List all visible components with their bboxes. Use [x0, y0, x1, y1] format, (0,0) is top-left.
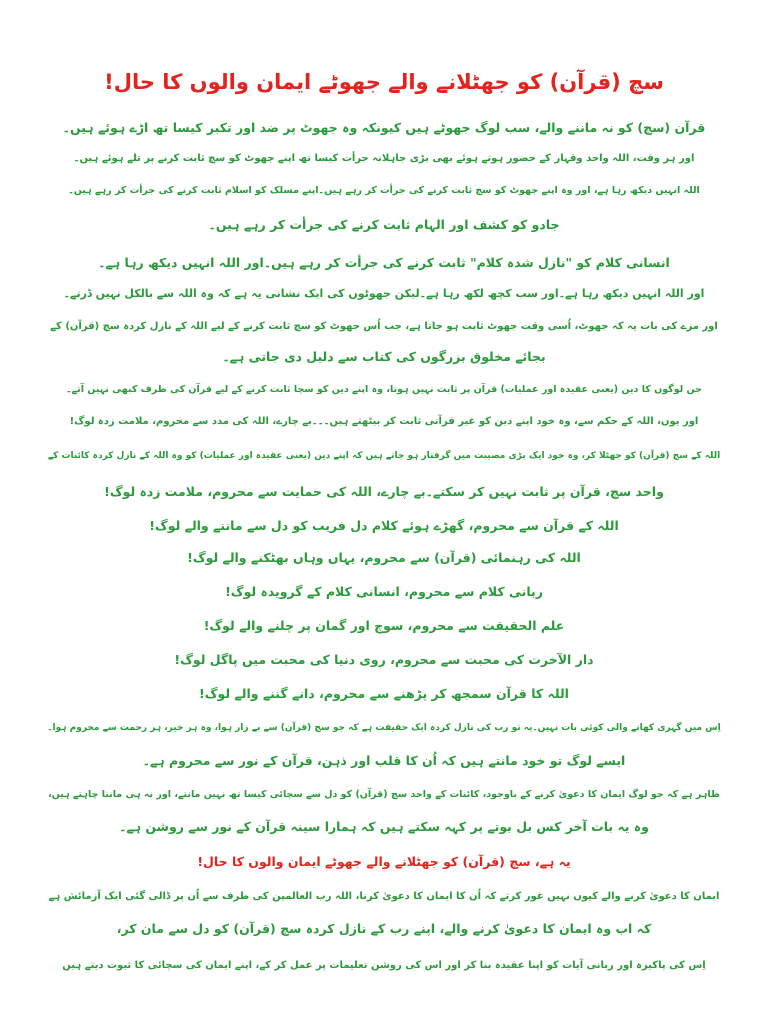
- text-line-19: اِس میں گہری کھانے والی کوئی بات نہیں۔یہ تو رب کی نازل کردہ ایک حقیقت ہے کہ جو سچ (قرآن) سے بے زار ہوا، وہ ہر خیر، ہر رحمت سے محروم ہوا۔: [47, 723, 721, 733]
- text-line-21: ظاہر ہے کہ جو لوگ ایمان کا دعویٰ کرنے کے باوجود، کائنات کے واحد سچ (قرآن) کو دل سے سچائی کیسا تھ نہیں مانتے، اور نہ ہی ماننا چاہتے ہیں،: [48, 789, 720, 800]
- text-line-8: بجائے مخلوق بزرگوں کی کتاب سے دلیل دی جاتی ہے۔: [222, 349, 546, 364]
- text-line-24: ایمان کا دعویٰ کرنے والے کیوں نہیں غور کرتے کہ اُن کا ایمان کا دعویٰ کرنا، اللہ رب العالمین کی طرف سے اُن پر ڈالی گئی ایک آزمائش ہے: [48, 891, 720, 902]
- text-line-5: انسانی کلام کو "نازل شدہ کلام" ثابت کرنے کی جرأت کر رہے ہیں۔اور اللہ انہیں دیکھ رہا ہے۔: [98, 255, 670, 270]
- text-line-15: ربانی کلام سے محروم، انسانی کلام کے گرویدہ لوگ!: [225, 584, 543, 599]
- text-line-18: اللہ کا قرآن سمجھ کر پڑھنے سے محروم، دانے گننے والے لوگ!: [199, 686, 569, 701]
- text-line-2: اور ہر وقت، اللہ واحد وقہار کے حضور ہوتے ہوئے بھی بڑی جاہلانہ جرأت کیسا تھ اپنے جھوٹ کو سچ ثابت کرنے پر تلے ہوئے ہیں۔: [73, 153, 695, 164]
- text-line-3: اللہ انہیں دیکھ رہا ہے، اور وہ اپنے جھوٹ کو سچ ثابت کرنے کی جرأت کر رہے ہیں۔اپنے مسلک کو اسلام ثابت کرنے کی جرأت کر رہے ہیں۔: [68, 185, 700, 196]
- text-line-22: وہ یہ بات آخر کس بل بوتے پر کہہ سکتے ہیں کہ ہمارا سینہ قرآن کے نور سے روشن ہے۔: [119, 819, 649, 834]
- text-line-14: اللہ کی رہنمائی (قرآن) سے محروم، یہاں وہاں بھٹکنے والے لوگ!: [187, 550, 581, 565]
- text-line-4: جادو کو کشف اور الہام ثابت کرنے کی جرأت کر رہے ہیں۔: [208, 217, 560, 232]
- text-line-1: قرآن (سچ) کو نہ ماننے والے، سب لوگ جھوٹے ہیں کیونکہ وہ جھوٹ پر ضد اور تکبر کیسا تھ اڑے ہوئے ہیں۔: [62, 120, 706, 135]
- text-line-10: اور یوں، اللہ کے حکم سے، وہ خود اپنے دین کو غیر قرآنی ثابت کر بیٹھتے ہیں۔۔۔بے چارے، اللہ کی مدد سے محروم، ملامت زدہ لوگ!: [69, 416, 699, 427]
- text-line-17: دار الآخرت کی محبت سے محروم، روی دنیا کی محبت میں پاگل لوگ!: [174, 652, 594, 667]
- text-line-9: جن لوگوں کا دین (یعنی عقیدہ اور عملیات) قرآن پر ثابت نہیں ہوتا، وہ اپنے دین کو سچا ثابت کرنے کے لیے قرآن کی طرف کبھی نہیں آتے۔: [66, 384, 702, 395]
- text-line-7: اور مزے کی بات یہ کہ جھوٹ، اُسی وقت جھوٹ ثابت ہو جاتا ہے، جب اُس جھوٹ کو سچ ثابت کرنے کے لیے اللہ کے نازل کردہ سچ (قرآن) کے: [50, 321, 718, 332]
- text-line-13: اللہ کے قرآن سے محروم، گھڑے ہوئے کلام دل فریب کو دل سے ماننے والے لوگ!: [149, 518, 619, 533]
- page-title: سچ (قرآن) کو جھٹلانے والے جھوٹے ایمان والوں کا حال!: [104, 70, 664, 94]
- text-line-16: علم الحقیقت سے محروم، سوچ اور گمان پر چلنے والے لوگ!: [203, 618, 565, 633]
- highlight-line: یہ ہے، سچ (قرآن) کو جھٹلانے والے جھوٹے ایمان والوں کا حال!: [197, 854, 571, 869]
- text-line-11: اللہ کے سچ (قرآن) کو جھٹلا کر، وہ خود ایک بڑی مصیبت میں گرفتار ہو جاتے ہیں کہ اپنے دین (یعنی عقیدہ اور عملیات) کو وہ اللہ کے نازل کردہ کائنات کے: [47, 451, 721, 461]
- text-line-6: اور اللہ انہیں دیکھ رہا ہے۔اور سب کچھ لکھ رہا ہے۔لیکن جھوٹوں کی ایک نشانی یہ ہے کہ وہ اللہ سے بالکل نہیں ڈرتے۔: [63, 287, 705, 300]
- text-line-26: اِس کی پاکیزہ اور ربانی آیات کو اپنا عقیدہ بنا کر اور اس کی روشن تعلیمات پر عمل کر کے، اپنے ایمان کی سچائی کا ثبوت دیتے ہیں: [62, 960, 706, 971]
- text-line-20: ایسے لوگ تو خود مانتے ہیں کہ اُن کا قلب اور ذہن، قرآن کے نور سے محروم ہے۔: [142, 753, 626, 768]
- text-line-12: واحد سچ، قرآن پر ثابت نہیں کر سکتے۔بے چارے، اللہ کی حمایت سے محروم، ملامت زدہ لوگ!: [104, 484, 664, 499]
- text-line-25: کہ اب وہ ایمان کا دعویٰ کرنے والے، اپنے رب کے نازل کردہ سچ (قرآن) کو دل سے مان کر،: [116, 921, 652, 936]
